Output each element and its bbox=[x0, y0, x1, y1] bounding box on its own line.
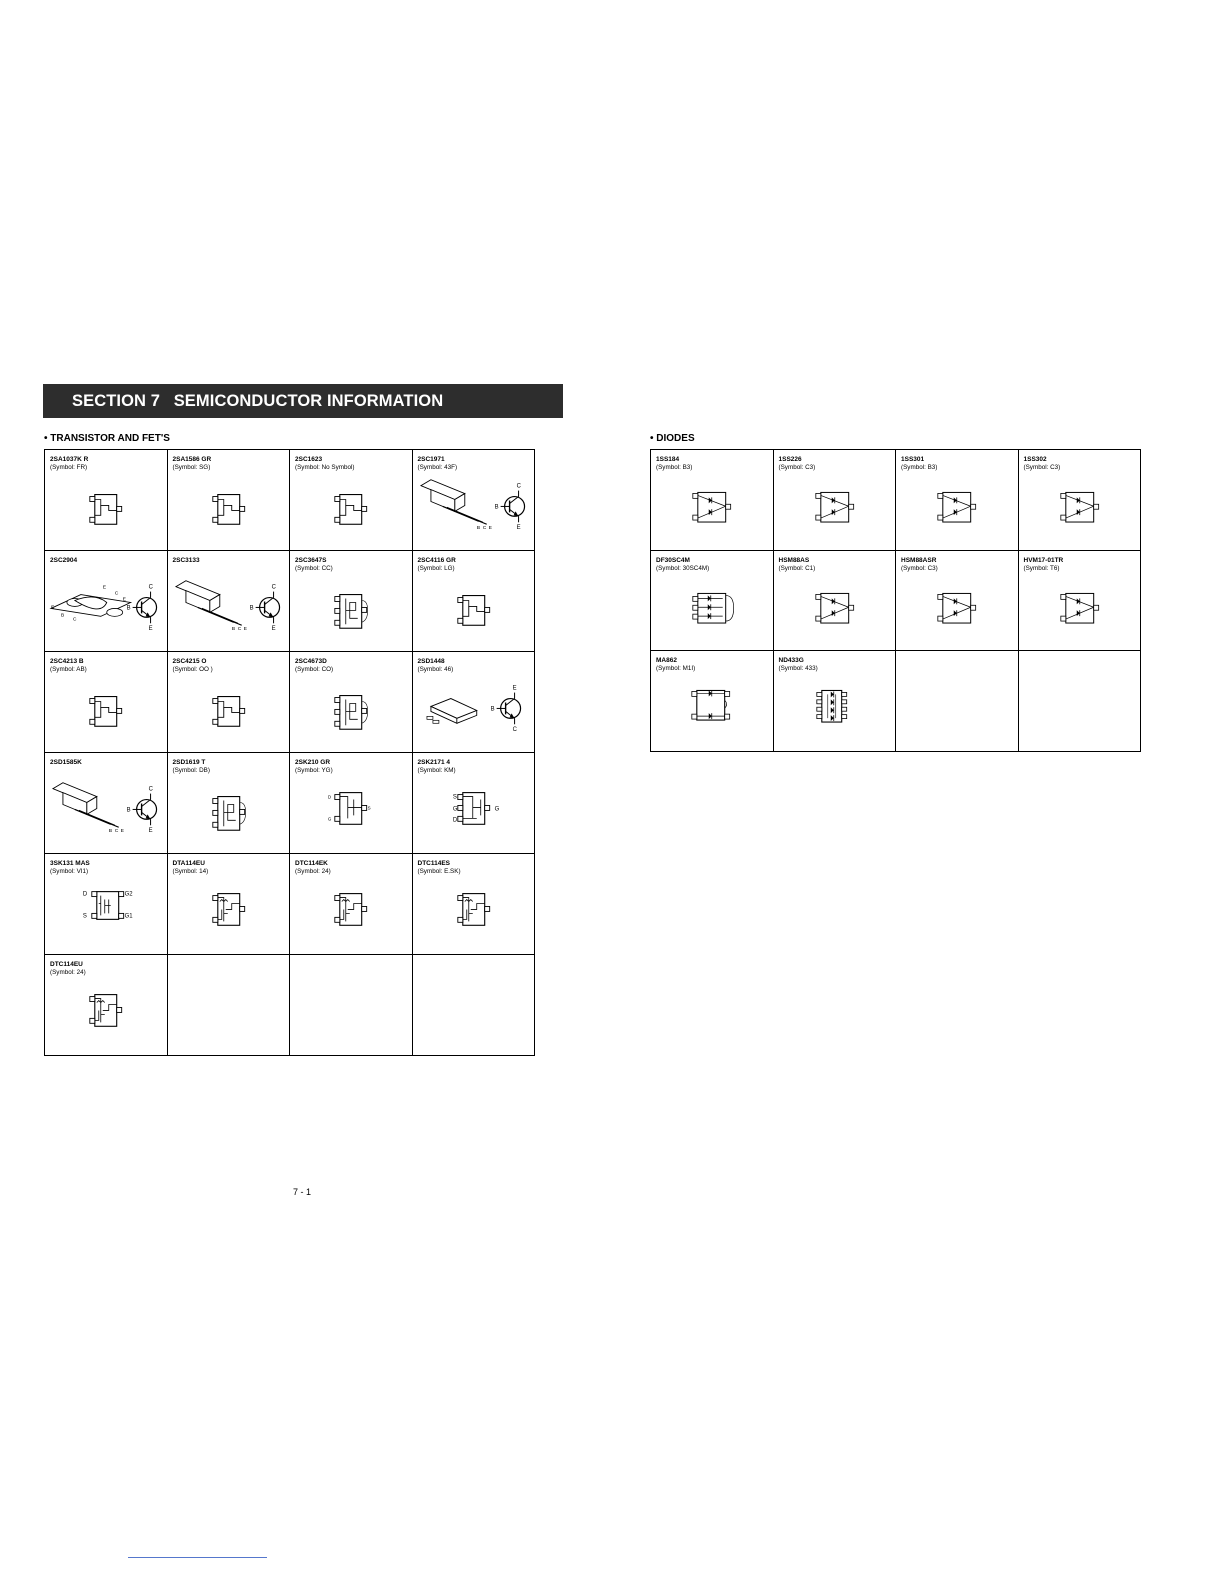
sot89-package-icon bbox=[290, 652, 412, 752]
part-cell bbox=[290, 753, 413, 854]
empty-cell bbox=[413, 955, 536, 1056]
eight-pin-ic-icon bbox=[774, 651, 896, 751]
dual-diode-package-icon bbox=[651, 651, 773, 751]
sot23-package-icon bbox=[168, 652, 290, 752]
svg-text:G1: G1 bbox=[124, 913, 133, 920]
part-cell bbox=[168, 753, 291, 854]
svg-text:G: G bbox=[327, 816, 332, 822]
svg-text:E: E bbox=[122, 597, 127, 603]
svg-text:B: B bbox=[126, 605, 131, 612]
part-name: 2SA1586 GR bbox=[172, 456, 212, 463]
part-cell bbox=[45, 854, 168, 955]
part-name: 2SC1971 bbox=[417, 456, 445, 463]
sot23-package-icon bbox=[413, 551, 535, 651]
svg-text:E: E bbox=[148, 828, 153, 835]
part-name: 2SD1448 bbox=[417, 658, 445, 665]
dual-diode-icon bbox=[774, 551, 896, 651]
part-name: DF30SC4M bbox=[656, 556, 690, 564]
part-cell bbox=[413, 854, 536, 955]
svg-text:S: S bbox=[452, 794, 457, 801]
svg-text:C: C bbox=[482, 526, 486, 532]
triple-diode-icon bbox=[651, 551, 773, 651]
dual-gate-fet-icon bbox=[45, 854, 167, 954]
part-name: 2SC2904 bbox=[50, 557, 78, 564]
part-cell bbox=[168, 450, 291, 551]
part-symbol: (Symbol: 43F) bbox=[417, 464, 458, 471]
svg-text:S: S bbox=[367, 805, 371, 811]
digital-transistor-icon bbox=[168, 854, 290, 954]
svg-text:C: C bbox=[148, 584, 153, 591]
part-symbol: (Symbol: B3) bbox=[656, 464, 693, 471]
dual-diode-icon bbox=[896, 551, 1018, 651]
part-cell bbox=[168, 652, 291, 753]
svg-text:C: C bbox=[271, 584, 276, 591]
svg-text:E: E bbox=[120, 829, 125, 835]
part-symbol: (Symbol: LG) bbox=[417, 565, 455, 572]
sot23-package-icon bbox=[45, 450, 167, 550]
part-name: 2SC3133 bbox=[172, 557, 200, 564]
svg-text:C: C bbox=[114, 591, 119, 597]
fet-sgd-package-icon bbox=[413, 753, 535, 853]
svg-text:E: E bbox=[243, 627, 247, 633]
part-cell bbox=[774, 551, 897, 652]
part-name: 2SK210 GR bbox=[295, 759, 331, 766]
part-symbol: (Symbol: C3) bbox=[1023, 464, 1061, 471]
part-symbol: (Symbol: E.SK) bbox=[417, 868, 461, 875]
svg-text:E: E bbox=[516, 525, 521, 532]
part-symbol: (Symbol: 46) bbox=[417, 666, 454, 673]
part-name: DTC114ES bbox=[417, 860, 451, 867]
empty-cell bbox=[896, 651, 1019, 752]
section-number: SECTION 7 bbox=[72, 392, 161, 410]
part-name: 2SA1037K R bbox=[50, 456, 89, 463]
part-cell bbox=[651, 551, 774, 652]
section-header bbox=[43, 384, 563, 418]
part-cell bbox=[168, 854, 291, 955]
dual-diode-icon bbox=[1019, 450, 1141, 550]
part-symbol: (Symbol: B3) bbox=[901, 464, 938, 471]
fet-package-icon bbox=[290, 753, 412, 853]
dual-diode-icon bbox=[651, 450, 773, 550]
part-symbol: (Symbol: OO ) bbox=[172, 666, 213, 673]
section-title: SEMICONDUCTOR INFORMATION bbox=[173, 392, 444, 410]
part-cell bbox=[290, 854, 413, 955]
part-name: 1SS226 bbox=[778, 456, 802, 463]
part-name: DTC114EU bbox=[50, 961, 83, 968]
digital-transistor-icon bbox=[45, 955, 167, 1055]
part-symbol: (Symbol: 24) bbox=[50, 969, 86, 976]
svg-text:B: B bbox=[108, 829, 113, 835]
svg-text:D: D bbox=[327, 794, 332, 800]
part-symbol: (Symbol: 14) bbox=[172, 868, 209, 875]
page-number: 7 - 1 bbox=[293, 1187, 312, 1197]
svg-text:E: E bbox=[488, 526, 492, 532]
part-name: 3SK131 MAS bbox=[50, 860, 90, 867]
part-name: HSM88ASR bbox=[901, 556, 937, 564]
part-name: ND433G bbox=[778, 657, 804, 665]
svg-text:B: B bbox=[126, 807, 131, 814]
part-cell bbox=[45, 450, 168, 551]
part-symbol: (Symbol: No Symbol) bbox=[295, 464, 355, 471]
part-cell bbox=[413, 551, 536, 652]
digital-transistor-icon bbox=[290, 854, 412, 954]
part-name: 2SK2171 4 bbox=[417, 759, 451, 766]
part-name: HVM17-01TR bbox=[1023, 556, 1064, 564]
part-symbol: (Symbol: T6) bbox=[1023, 564, 1060, 572]
part-name: 2SD1619 T bbox=[172, 759, 206, 766]
part-symbol: (Symbol: VI1) bbox=[50, 868, 89, 875]
part-name: 2SC1623 bbox=[295, 456, 323, 463]
svg-text:B: B bbox=[60, 613, 65, 619]
empty-cell bbox=[168, 955, 291, 1056]
svg-text:G2: G2 bbox=[124, 891, 133, 898]
part-cell bbox=[651, 450, 774, 551]
part-cell bbox=[290, 450, 413, 551]
to3p-npn-transistor-icon bbox=[45, 551, 167, 651]
svg-text:B: B bbox=[231, 627, 235, 633]
part-name: 1SS184 bbox=[656, 456, 680, 463]
dual-diode-icon bbox=[1019, 551, 1141, 651]
part-name: HSM88AS bbox=[778, 556, 810, 564]
svg-text:C: C bbox=[516, 483, 521, 490]
part-symbol: (Symbol: 433) bbox=[778, 665, 818, 673]
svg-text:C: C bbox=[114, 829, 119, 835]
part-symbol: (Symbol: CO) bbox=[295, 666, 334, 673]
part-cell bbox=[290, 551, 413, 652]
svg-text:E: E bbox=[512, 685, 517, 692]
svg-text:B: B bbox=[476, 526, 480, 532]
part-cell bbox=[1019, 551, 1142, 652]
part-name: DTC114EK bbox=[295, 860, 328, 867]
part-cell bbox=[774, 651, 897, 752]
part-symbol: (Symbol: 24) bbox=[295, 868, 331, 875]
part-name: 2SC4215 O bbox=[172, 658, 207, 665]
part-name: 1SS302 bbox=[1023, 456, 1047, 463]
to220-npn-transistor-icon bbox=[413, 450, 535, 550]
part-name: 2SC3647S bbox=[295, 557, 327, 564]
to220-npn-transistor-icon bbox=[168, 551, 290, 651]
part-symbol: (Symbol: M1I) bbox=[656, 665, 696, 673]
part-name: MA862 bbox=[656, 657, 677, 665]
part-name: DTA114EU bbox=[172, 860, 205, 867]
part-cell bbox=[290, 652, 413, 753]
sot23-package-icon bbox=[45, 652, 167, 752]
diode-table bbox=[650, 449, 1141, 752]
sot89-package-icon bbox=[168, 753, 290, 853]
to220-npn-transistor-icon bbox=[45, 753, 167, 853]
part-name: 2SC4116 GR bbox=[417, 557, 456, 564]
part-symbol: (Symbol: CC) bbox=[295, 565, 333, 572]
svg-text:C: C bbox=[237, 627, 241, 633]
svg-text:G: G bbox=[494, 806, 499, 813]
svg-text:E: E bbox=[102, 585, 107, 591]
part-cell bbox=[896, 450, 1019, 551]
part-name: 2SC4213 B bbox=[50, 658, 84, 665]
part-name: 1SS301 bbox=[901, 456, 925, 463]
part-cell bbox=[45, 753, 168, 854]
part-symbol: (Symbol: DB) bbox=[172, 767, 210, 774]
part-cell bbox=[651, 651, 774, 752]
part-cell bbox=[45, 551, 168, 652]
transistors-heading: • TRANSISTOR AND FET'S bbox=[44, 433, 170, 444]
dual-diode-icon bbox=[774, 450, 896, 550]
part-symbol: (Symbol: AB) bbox=[50, 666, 87, 673]
footer-rule bbox=[128, 1557, 267, 1558]
svg-text:D: D bbox=[452, 817, 457, 824]
svg-text:E: E bbox=[148, 626, 153, 633]
svg-text:C: C bbox=[148, 786, 153, 793]
svg-text:B: B bbox=[490, 706, 495, 713]
part-cell bbox=[1019, 450, 1142, 551]
part-symbol: (Symbol: YG) bbox=[295, 767, 333, 774]
part-symbol: (Symbol: C1) bbox=[778, 564, 816, 572]
diodes-heading: • DIODES bbox=[650, 433, 695, 444]
svg-text:G: G bbox=[452, 806, 457, 813]
part-cell bbox=[896, 551, 1019, 652]
part-symbol: (Symbol: FR) bbox=[50, 464, 88, 471]
part-symbol: (Symbol: C3) bbox=[778, 464, 816, 471]
svg-text:B: B bbox=[494, 504, 499, 511]
svg-text:D: D bbox=[82, 891, 88, 898]
part-cell bbox=[168, 551, 291, 652]
svg-text:E: E bbox=[271, 626, 276, 633]
part-symbol: (Symbol: KM) bbox=[417, 767, 456, 774]
empty-cell bbox=[1019, 651, 1142, 752]
sot89-package-icon bbox=[290, 551, 412, 651]
part-symbol: (Symbol: C3) bbox=[901, 564, 938, 572]
transistor-table bbox=[44, 449, 535, 1056]
part-cell bbox=[45, 652, 168, 753]
svg-text:C: C bbox=[512, 727, 517, 734]
part-cell bbox=[413, 652, 536, 753]
part-symbol: (Symbol: 30SC4M) bbox=[656, 564, 710, 572]
part-cell bbox=[413, 753, 536, 854]
dual-diode-icon bbox=[896, 450, 1018, 550]
svg-text:S: S bbox=[82, 913, 87, 920]
part-name: 2SC4673D bbox=[295, 658, 327, 665]
digital-transistor-icon bbox=[413, 854, 535, 954]
sot23-package-icon bbox=[168, 450, 290, 550]
part-cell bbox=[774, 450, 897, 551]
empty-cell bbox=[290, 955, 413, 1056]
part-cell bbox=[413, 450, 536, 551]
part-name: 2SD1585K bbox=[50, 759, 82, 766]
part-symbol: (Symbol: SG) bbox=[172, 464, 211, 471]
part-cell bbox=[45, 955, 168, 1056]
smd-pnp-transistor-icon bbox=[413, 652, 535, 752]
svg-text:E: E bbox=[50, 605, 55, 611]
svg-text:B: B bbox=[249, 605, 254, 612]
svg-text:C: C bbox=[72, 617, 77, 623]
sot23-package-icon bbox=[290, 450, 412, 550]
